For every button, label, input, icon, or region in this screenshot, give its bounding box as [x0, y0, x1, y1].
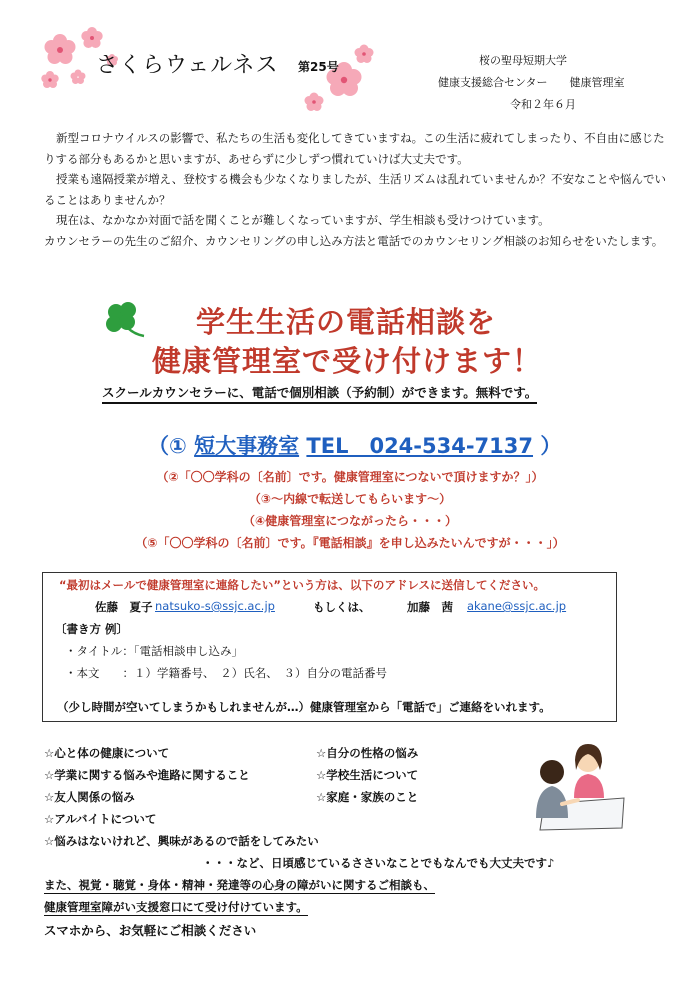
- contact-or-text: もしくは、: [313, 600, 371, 614]
- topic-item: ☆自分の性格の悩み: [316, 746, 419, 760]
- intro-paragraph: 授業も遠隔授業が増え、登校する機会も少なくなりましたが、生活リズムは乱れていませんか？不安なことや悩んでいることはありませんか？: [44, 172, 666, 207]
- org-university: 桜の聖母短期大学: [479, 54, 567, 67]
- contact2-email-link[interactable]: akane@ssjc.ac.jp: [467, 599, 567, 613]
- headline-line-2: 健康管理室で受け付けます！: [152, 344, 543, 378]
- headline-subtitle: スクールカウンセラーに、電話で個別相談（予約制）ができます。無料です。: [102, 383, 537, 404]
- phone-number-link[interactable]: TEL 024-534-7137: [306, 434, 534, 458]
- topic-item: ☆友人関係の悩み: [44, 790, 135, 804]
- intro-paragraph: 新型コロナウイルスの影響で、私たちの生活も変化してきていますね。この生活に疲れてしまったり、不自由に感じたりする部分もあるかと思いますが、あせらずに少しずつ慣れていけば大丈夫です。: [44, 131, 665, 166]
- intro-paragraph: カウンセラーの先生のご紹介、カウンセリングの申し込み方法と電話でのカウンセリング相談のお知らせをいたします。: [44, 233, 664, 248]
- call-step-4: （④健康管理室につながったら・・・）: [243, 514, 457, 528]
- contact1-name: 佐藤 夏子: [95, 600, 153, 614]
- contact1-email-link[interactable]: natsuko-s@ssjc.ac.jp: [155, 599, 275, 613]
- call-step-3: （③～内線で転送してもらいます～）: [248, 492, 452, 506]
- phone-step-number: （①: [148, 434, 187, 458]
- intro-paragraph: 現在は、なかなか対面で話を聞くことが難しくなっていますが、学生相談も受けつけています。: [56, 213, 550, 227]
- howto-title: 〔書き方 例〕: [55, 622, 129, 636]
- howto-body-line: ・本文 ：１）学籍番号、 ２）氏名、 ３）自分の電話番号: [65, 666, 387, 680]
- issue-number: 第25号: [298, 60, 339, 74]
- phone-office-name: 短大事務室: [194, 434, 300, 458]
- email-contact-box: [42, 572, 617, 722]
- phone-close-paren: ）: [540, 434, 562, 458]
- newsletter-title: さくらウェルネス: [96, 53, 279, 78]
- topics-etc-line: ・・・など、日頃感じているささいなことでもなんでも大丈夫です♪: [202, 856, 555, 870]
- howto-subject-line: ・タイトル：「電話相談申し込み」: [65, 644, 244, 658]
- issue-date: 令和２年６月: [510, 98, 576, 111]
- topic-item: ☆家庭・家族のこと: [316, 790, 419, 804]
- email-box-intro: “最初はメールで健康管理室に連絡したい”という方は、以下のアドレスに送信してください。: [59, 578, 546, 592]
- closing-line: スマホから、お気軽にご相談ください: [44, 923, 257, 938]
- topic-item: ☆アルバイトについて: [44, 812, 157, 826]
- phone-contact-line: [148, 430, 561, 460]
- topic-item: ☆悩みはないけれど、興味があるので話をしてみたい: [44, 834, 319, 848]
- headline-line-1: 学生生活の電話相談を: [196, 305, 497, 339]
- contact2-name: 加藤 茜: [407, 600, 453, 614]
- email-box-note: （少し時間が空いてしまうかもしれませんが…）健康管理室から「電話で」ご連絡をいれます。: [57, 700, 551, 714]
- clover-icon: [104, 300, 148, 342]
- topic-item: ☆学校生活について: [316, 768, 419, 782]
- sakura-flowers-right-icon: [300, 40, 380, 114]
- call-step-2: （②「〇〇学科の〔名前〕です。健康管理室につないで頂けますか？」）: [156, 470, 544, 484]
- call-step-5: （⑤「〇〇学科の〔名前〕です。『電話相談』を申し込みたいんですが・・・」）: [135, 536, 565, 550]
- disability-support-line-1: また、視覚・聴覚・身体・精神・発達等の心身の障がいに関するご相談も、: [44, 878, 435, 892]
- counseling-people-illustration: [516, 740, 628, 836]
- org-department: 健康支援総合センター 健康管理室: [438, 76, 625, 89]
- disability-support-line-2: 健康管理室障がい支援窓口にて受け付けています。: [44, 900, 308, 914]
- topic-item: ☆学業に関する悩みや進路に関すること: [44, 768, 250, 782]
- topic-item: ☆心と体の健康について: [44, 746, 170, 760]
- intro-text: [44, 128, 669, 251]
